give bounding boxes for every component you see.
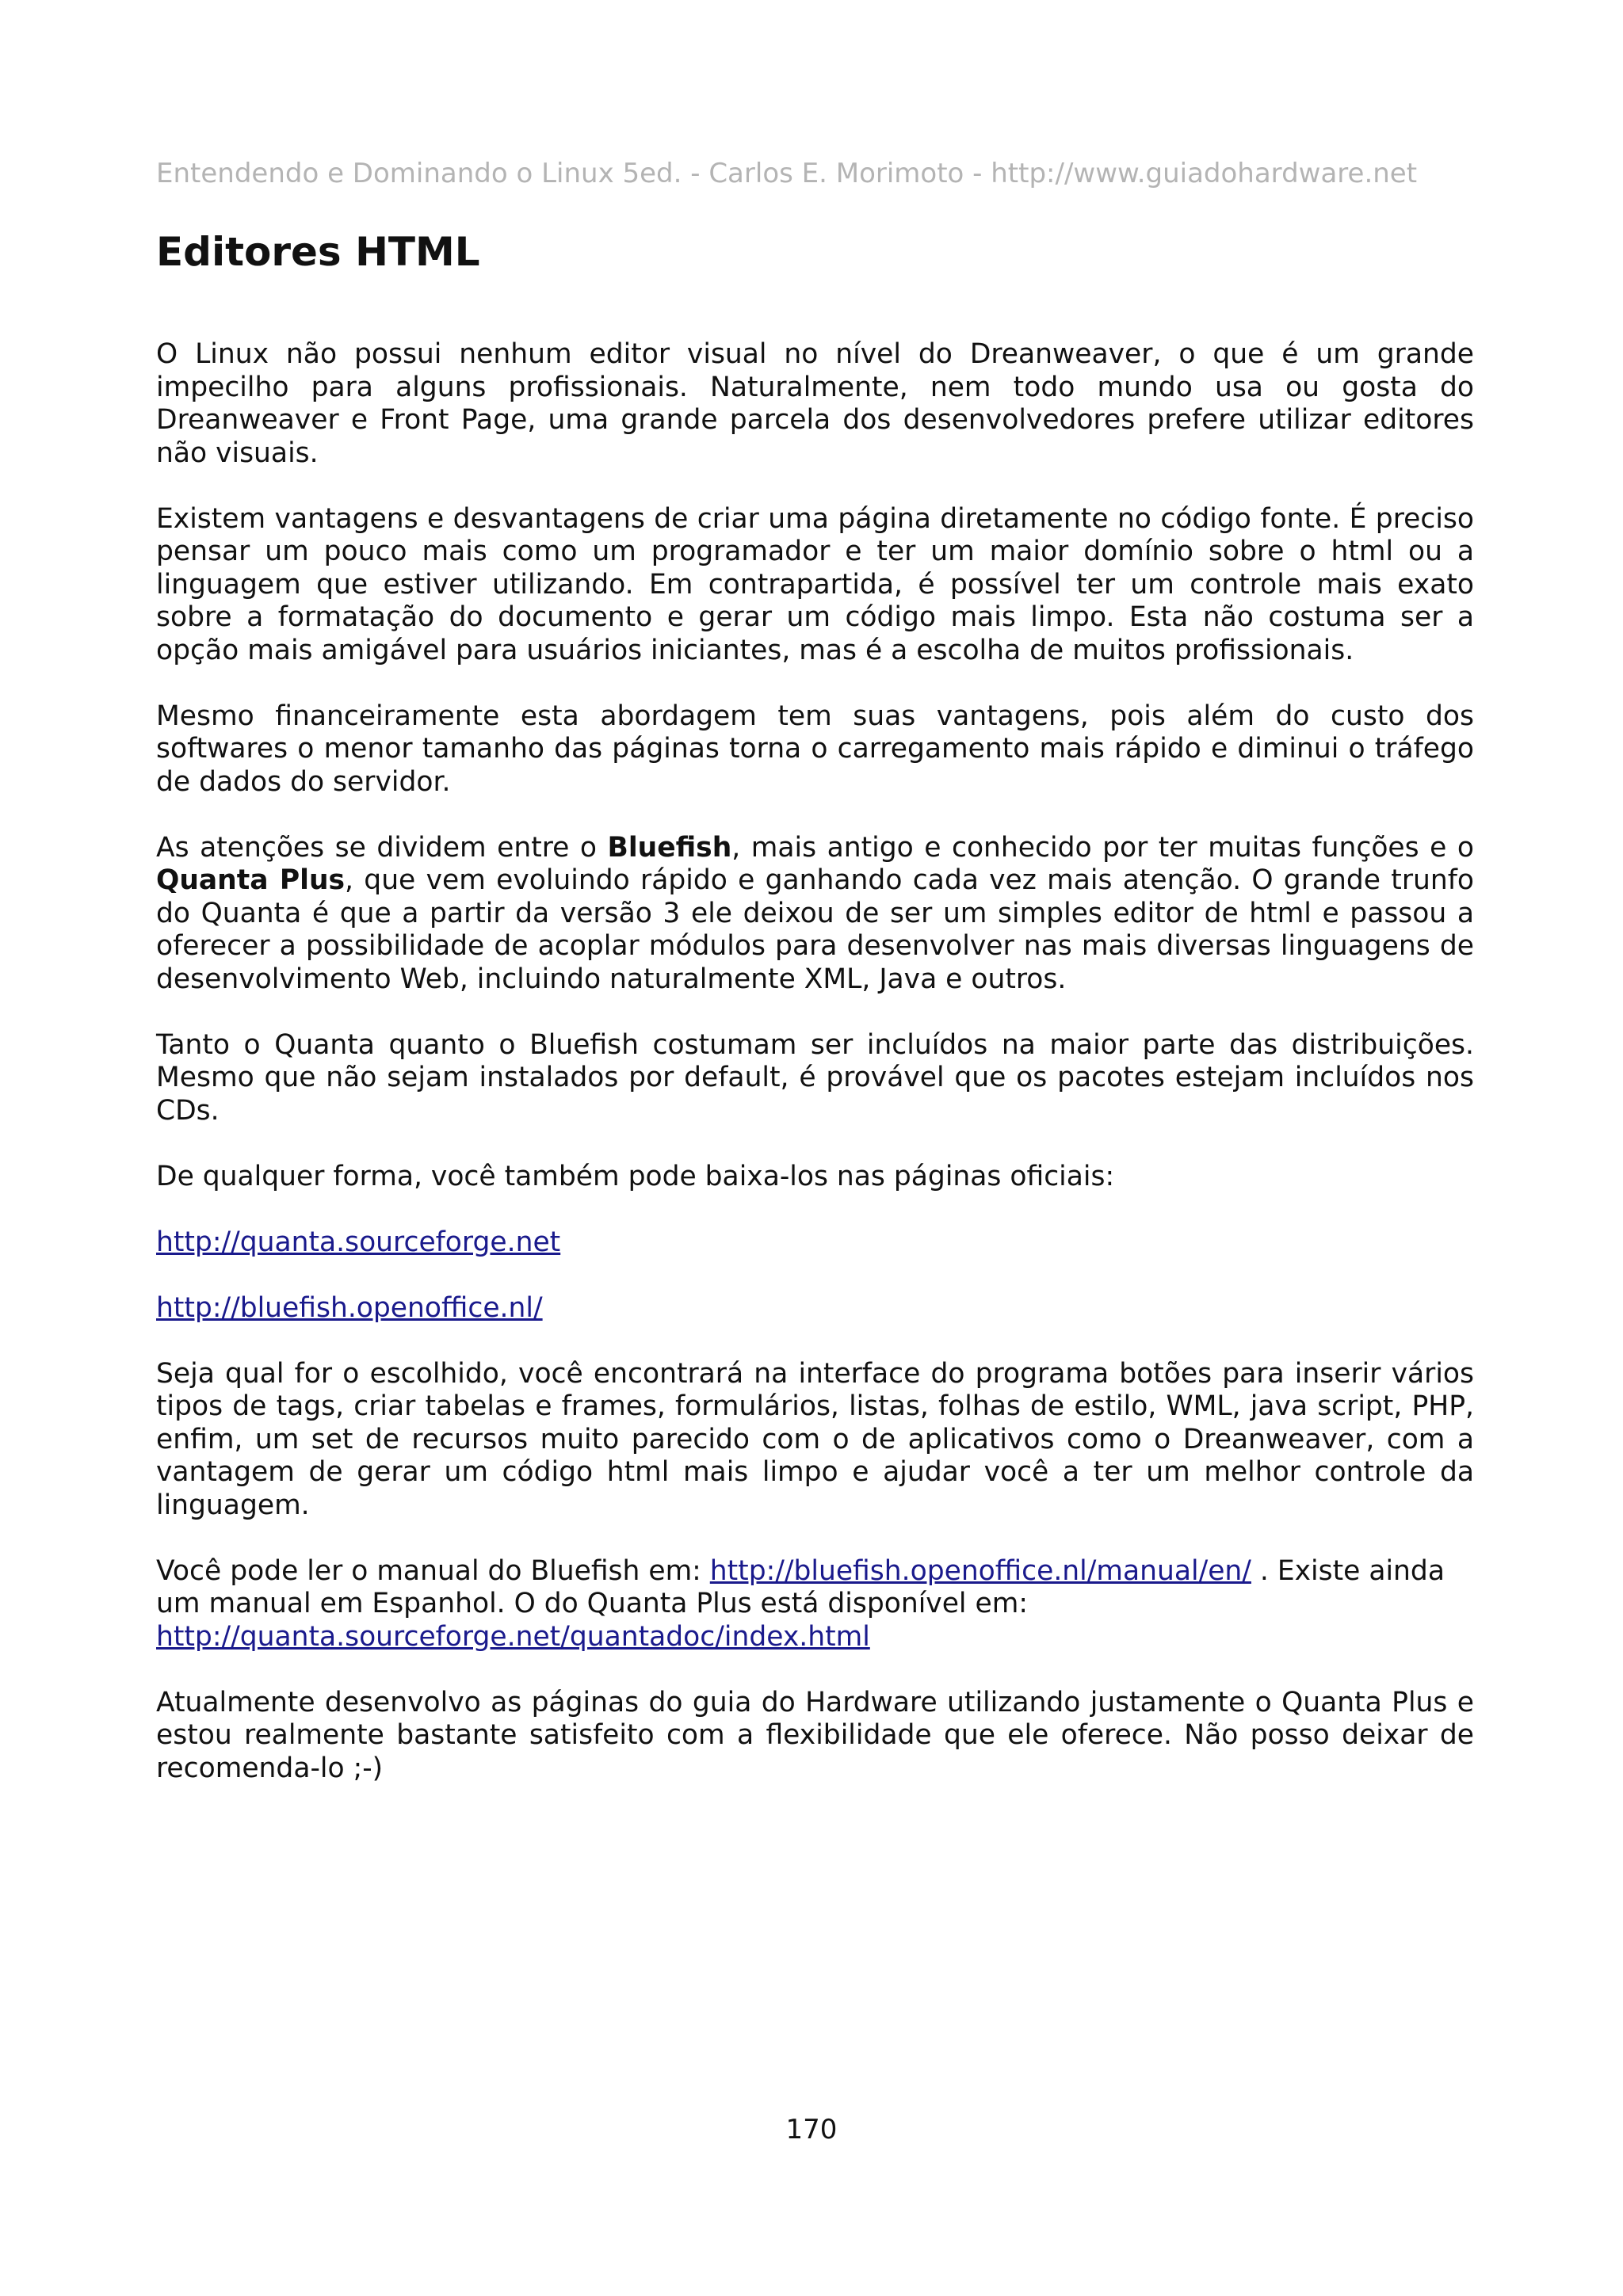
paragraph-conclusion: Atualmente desenvolvo as páginas do guia do Hardware utilizando justamente o Quanta Plus e estou realmente bastante satisfeito com a flexibilidade que ele oferece. Não posso deixar de recomenda-lo ;-) bbox=[156, 1686, 1474, 1784]
page-number: 170 bbox=[785, 2114, 838, 2145]
paragraph-financial: Mesmo financeiramente esta abordagem tem suas vantagens, pois além do custo dos softwares o menor tamanho das páginas torna o carregamento mais rápido e diminui o tráfego de dados do servidor. bbox=[156, 700, 1474, 798]
paragraph-download: De qualquer forma, você também pode baixa-los nas páginas oficiais: bbox=[156, 1160, 1115, 1192]
paragraph-manuals bbox=[156, 1555, 1474, 1654]
paragraph-editors-text-1: As atenções se dividem entre o bbox=[156, 831, 608, 864]
section-title: Editores HTML bbox=[156, 229, 480, 275]
paragraph-manuals-text-2: . Existe ainda um manual em Espanhol. O do Quanta Plus está disponível em: bbox=[156, 1554, 1445, 1619]
bluefish-name: Bluefish bbox=[607, 831, 732, 864]
quanta-manual-link[interactable]: http://quanta.sourceforge.net/quantadoc/index.html bbox=[156, 1620, 870, 1653]
paragraph-features: Seja qual for o escolhido, você encontrará na interface do programa botões para inserir vários tipos de tags, criar tabelas e frames, formulários, listas, folhas de estilo, WML, java script, PHP, enfim, um set de recursos muito parecido com o de aplicativos como o Dreanweaver, com a vantagem de gerar um código html mais limpo e ajudar você a ter um melhor controle da linguagem. bbox=[156, 1357, 1474, 1521]
quanta-plus-name: Quanta Plus bbox=[156, 864, 346, 896]
running-header: Entendendo e Dominando o Linux 5ed. - Carlos E. Morimoto - http://www.guiadohardware.net bbox=[156, 158, 1418, 189]
link-paragraph-quanta bbox=[156, 1226, 1474, 1260]
link-paragraph-bluefish bbox=[156, 1292, 1474, 1325]
article-body bbox=[156, 338, 1474, 1818]
paragraph-editors-text-3: , que vem evoluindo rápido e ganhando cada vez mais atenção. O grande trunfo do Quanta é que a partir da versão 3 ele deixou de ser um simples editor de html e passou a oferecer a possibilidade de acoplar módulos para desenvolver nas mais diversas linguagens de desenvolvimento Web, incluindo naturalmente XML, Java e outros. bbox=[156, 864, 1474, 995]
paragraph-manuals-text-1: Você pode ler o manual do Bluefish em: bbox=[156, 1554, 710, 1587]
paragraph-advantages: Existem vantagens e desvantagens de criar uma página diretamente no código fonte. É preciso pensar um pouco mais como um programador e ter um maior domínio sobre o html ou a linguagem que estiver utilizando. Em contrapartida, é possível ter um controle mais exato sobre a formatação do documento e gerar um código mais limpo. Esta não costuma ser a opção mais amigável para usuários iniciantes, mas é a escolha de muitos profissionais. bbox=[156, 502, 1474, 666]
paragraph-intro: O Linux não possui nenhum editor visual no nível do Dreanweaver, o que é um grande impecilho para alguns profissionais. Naturalmente, nem todo mundo usa ou gosta do Dreanweaver e Front Page, uma grande parcela dos desenvolvedores prefere utilizar editores não visuais. bbox=[156, 338, 1474, 469]
bluefish-site-link[interactable]: http://bluefish.openoffice.nl/ bbox=[156, 1291, 543, 1324]
bluefish-manual-link[interactable]: http://bluefish.openoffice.nl/manual/en/ bbox=[709, 1554, 1251, 1587]
paragraph-editors-text-2: , mais antigo e conhecido por ter muitas funções e o bbox=[731, 831, 1474, 864]
quanta-site-link[interactable]: http://quanta.sourceforge.net bbox=[156, 1226, 561, 1258]
paragraph-editors bbox=[156, 832, 1474, 997]
paragraph-distributions: Tanto o Quanta quanto o Bluefish costumam ser incluídos na maior parte das distribuições. Mesmo que não sejam instalados por default, é provável que os pacotes estejam incluídos nos CDs. bbox=[156, 1028, 1474, 1127]
